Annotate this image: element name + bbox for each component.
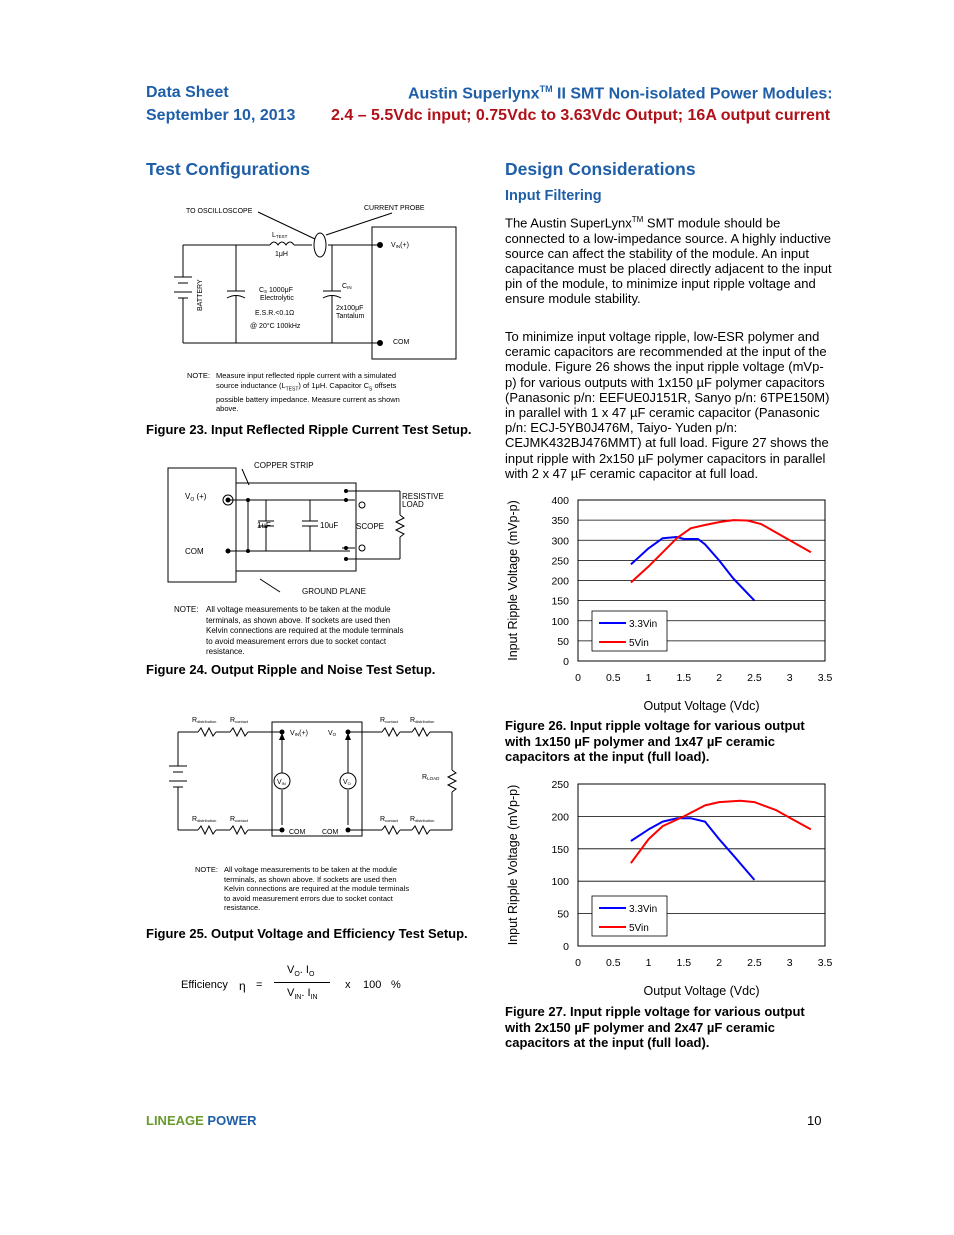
- x-tick-label: 1: [645, 957, 652, 969]
- resistive-load-label-1: RESISTIVE: [402, 492, 444, 501]
- y-tick-label: 300: [551, 535, 569, 548]
- x-tick-label: 1: [645, 672, 652, 684]
- header-subtitle: 2.4 – 5.5Vdc input; 0.75Vdc to 3.63Vdc Output; 16A output current: [331, 107, 831, 124]
- cs-esr: E.S.R.<0.1Ω: [255, 310, 295, 317]
- r-distribution-label-bl: Rdistribution: [192, 816, 217, 823]
- cap-1uf-label: 1uF: [257, 521, 271, 530]
- x-axis-label: Output Voltage (Vdc): [643, 984, 760, 998]
- section-title-design-considerations: Design Considerations: [505, 159, 696, 179]
- r-contact-label-br: Rcontact: [380, 816, 398, 823]
- x-tick-label: 3: [786, 672, 793, 684]
- vin-meter-label: VIN: [277, 779, 286, 786]
- x-tick-label: 0.5: [605, 672, 621, 684]
- series-line-5Vin: [631, 520, 811, 582]
- com-terminal: [377, 340, 383, 346]
- vo-label: VO: [328, 730, 337, 737]
- y-tick-label: 150: [551, 595, 569, 608]
- section-title-test-configurations: Test Configurations: [146, 159, 310, 179]
- cs-freq: @ 20°C 100kHz: [250, 323, 301, 330]
- y-tick-label: 250: [551, 555, 569, 568]
- y-tick-label: 200: [551, 811, 569, 824]
- r-contact-label-bl: Rcontact: [230, 816, 248, 823]
- efficiency-numerator: $V_O$. $I_O$: [287, 964, 315, 979]
- header-date: September 10, 2013: [146, 107, 296, 124]
- cs-type: Electrolytic: [260, 295, 294, 302]
- figure-23-caption: Figure 23. Input Reflected Ripple Current Test Setup.: [146, 422, 472, 437]
- cap-10uf-label: 10uF: [320, 521, 339, 530]
- com-label-out: COM: [322, 829, 339, 836]
- vo-meter-label: VO: [343, 779, 351, 786]
- x-tick-label: 2.5: [747, 957, 762, 969]
- x-tick-label: 2: [716, 957, 723, 969]
- cin-type: Tantalum: [336, 313, 365, 320]
- y-axis-label: Input Ripple Voltage (mVp-p): [506, 500, 520, 661]
- legend-label-5Vin: 5Vin: [629, 638, 649, 649]
- series-line-5Vin: [631, 801, 811, 863]
- vo-label: $V_O$ (+): [185, 492, 207, 503]
- efficiency-denominator: $V_{IN}$. $I_{IN}$: [287, 987, 318, 1002]
- vin-label: VIN(+): [290, 730, 308, 737]
- com-label: COM: [185, 547, 204, 556]
- current-probe-label: CURRENT PROBE: [364, 205, 425, 212]
- times-sign: x: [345, 979, 351, 991]
- y-axis-label: Input Ripple Voltage (mVp-p): [506, 784, 520, 946]
- header-title: Austin Superlynx™ II SMT Non-isolated Power Modules:: [408, 84, 833, 103]
- ltest-label: LTEST: [272, 232, 288, 239]
- ltest-value: 1μH: [275, 251, 288, 258]
- figure-25-diagram: [160, 710, 470, 860]
- y-tick-label: 400: [551, 495, 569, 507]
- x-axis-label: Output Voltage (Vdc): [643, 699, 760, 713]
- efficiency-label: Efficiency: [181, 979, 228, 991]
- ground-plane-label: GROUND PLANE: [302, 587, 367, 596]
- vin-terminal: [377, 242, 383, 248]
- r-distribution-label-tr: Rdistribution: [410, 717, 435, 724]
- eta-symbol: η: [239, 979, 246, 993]
- y-tick-label: 350: [551, 515, 569, 528]
- figure-26-caption: Figure 26. Input ripple voltage for various output with 1x150 µF polymer and 1x47 µF ceramic capacitors at the input (full load).: [505, 718, 805, 764]
- page-number: 10: [807, 1113, 822, 1128]
- x-tick-label: 2: [716, 672, 723, 684]
- fraction-bar: [274, 982, 330, 983]
- figure-27-chart: [500, 772, 845, 1002]
- y-tick-label: 100: [551, 615, 569, 628]
- to-oscilloscope-label: TO OSCILLOSCOPE: [186, 208, 253, 215]
- cin-value: 2x100μF: [336, 305, 364, 312]
- com-label-in: COM: [289, 829, 306, 836]
- rload-label: RLOAD: [422, 774, 440, 781]
- x-tick-label: 1.5: [676, 957, 692, 969]
- figure-25-caption: Figure 25. Output Voltage and Efficiency Test Setup.: [146, 926, 468, 941]
- y-tick-label: 250: [551, 779, 569, 791]
- r-contact-label-tl: Rcontact: [230, 717, 248, 724]
- x-tick-label: 0: [575, 672, 581, 684]
- hundred: 100: [363, 979, 382, 991]
- subsection-title-input-filtering: Input Filtering: [505, 188, 602, 204]
- module-box: [372, 227, 456, 359]
- x-tick-label: 0: [575, 957, 581, 969]
- y-tick-label: 50: [557, 908, 569, 921]
- percent-sign: %: [391, 979, 401, 991]
- y-tick-label: 0: [563, 941, 569, 953]
- cs-label: CS 1000μF: [259, 287, 293, 294]
- copper-strip-label: COPPER STRIP: [254, 461, 314, 470]
- x-tick-label: 3: [786, 957, 793, 969]
- legend-label-5Vin: 5Vin: [629, 923, 649, 934]
- y-tick-label: 50: [557, 635, 569, 648]
- series-line-3.3Vin: [631, 537, 755, 601]
- footer-brand: LINEAGE POWER: [146, 1113, 257, 1128]
- equals-sign: =: [256, 979, 263, 991]
- y-tick-label: 200: [551, 575, 569, 588]
- legend-label-3.3Vin: 3.3Vin: [629, 619, 658, 630]
- vin-label: VIN(+): [391, 242, 409, 249]
- x-tick-label: 1.5: [676, 672, 692, 684]
- r-distribution-label-tl: Rdistribution: [192, 717, 217, 724]
- x-tick-label: 3.5: [817, 672, 833, 684]
- x-tick-label: 2.5: [747, 672, 762, 684]
- y-tick-label: 100: [551, 876, 569, 889]
- y-tick-label: 150: [551, 843, 569, 856]
- r-distribution-label-br: Rdistribution: [410, 816, 435, 823]
- com-label: COM: [393, 339, 410, 346]
- legend-label-3.3Vin: 3.3Vin: [629, 904, 658, 915]
- figure-27-caption: Figure 27. Input ripple voltage for various output with 2x150 µF polymer and 2x47 µF ceramic capacitors at the input (full load).: [505, 1004, 805, 1050]
- paragraph-2: To minimize input voltage ripple, low-ESR polymer and ceramic capacitors are recommended at the input of the module. Figure 26 shows the input ripple voltage (mVp- p) for various outputs with 1x150 µF polymer capacitors (Panasonic p/n: EEFUE0J151R, Sanyo p/n: 6TPE150M) in parallel with 1 x 47 µF ceramic capacitor (Panasonic p/n: ECJ-5YB0J476M, Taiyo- Yuden p/n: CEJMK432BJ476MMT) at full load. Figure 27 shows the input ripple with 2x150 µF polymer capacitors in parallel with 2 x 47 µF ceramic capacitor at full load.: [505, 329, 830, 481]
- cin-label: CIN: [342, 283, 352, 290]
- header-doc-type: Data Sheet: [146, 84, 229, 101]
- paragraph-1: The Austin SuperLynx™ SMT module should be connected to a low-impedance source. A highly inductive source can affect the stability of the module. An input capacitance must be placed directly adjacent to the input pin of the module, to minimize input ripple voltage and ensure module stability.: [505, 215, 832, 307]
- figure-24-diagram: [160, 455, 460, 605]
- figure-24-caption: Figure 24. Output Ripple and Noise Test Setup.: [146, 662, 436, 677]
- x-tick-label: 0.5: [605, 957, 621, 969]
- y-tick-label: 0: [563, 656, 569, 668]
- scope-label: SCOPE: [356, 522, 385, 531]
- resistive-load-label-2: LOAD: [402, 500, 424, 509]
- figure-26-chart: [500, 488, 845, 716]
- r-contact-label-tr: Rcontact: [380, 717, 398, 724]
- module-box: [168, 468, 236, 582]
- battery-label: BATTERY: [197, 279, 204, 311]
- x-tick-label: 3.5: [817, 957, 833, 969]
